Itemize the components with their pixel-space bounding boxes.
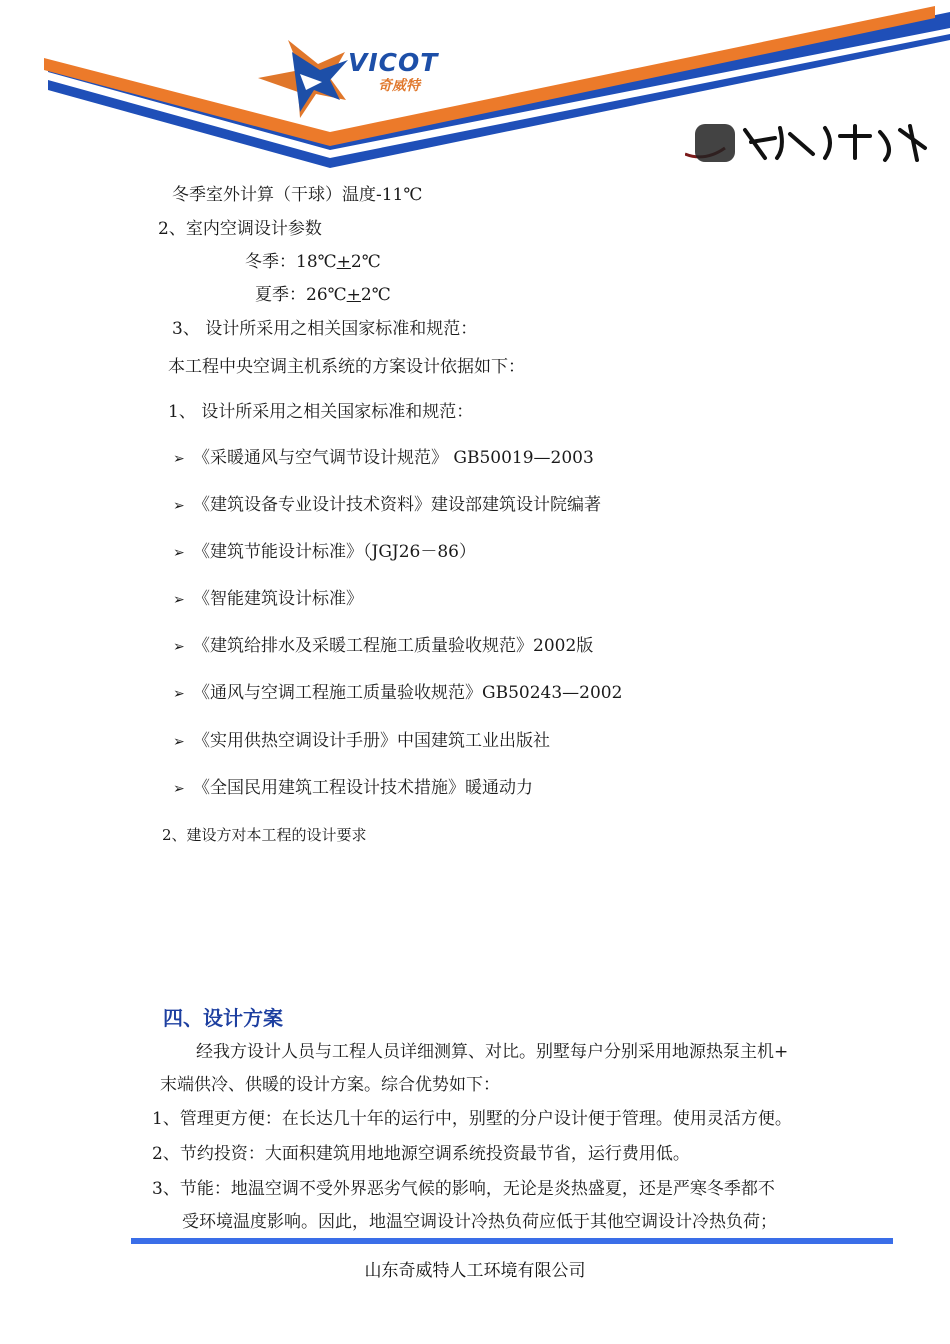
- bullet-arrow-icon: ➢: [173, 781, 185, 797]
- advantage-investment: 2、节约投资：大面积建筑用地地源空调系统投资最节省，运行费用低。: [152, 1144, 690, 1164]
- advantage-energy-line-2: 受环境温度影响。因此，地温空调设计冷热负荷应低于其他空调设计冷热负荷；: [182, 1212, 777, 1232]
- bullet-arrow-icon: ➢: [173, 498, 185, 514]
- standard-item-text: 《建筑设备专业设计技术资料》建设部建筑设计院编著: [193, 495, 601, 515]
- advantage-energy-line-1: 3、节能：地温空调不受外界恶劣气候的影响，无论是炎热盛夏，还是严寒冬季都不: [152, 1179, 775, 1199]
- standard-item: [173, 588, 363, 611]
- standards-heading-3: 3、 设计所采用之相关国家标准和规范：: [172, 319, 478, 339]
- standard-item: [173, 777, 533, 800]
- standards-heading-1: 1、 设计所采用之相关国家标准和规范：: [168, 402, 474, 422]
- standard-item-text: 《通风与空调工程施工质量验收规范》GB50243—2002: [193, 683, 623, 703]
- standard-item-text: 《智能建筑设计标准》: [193, 589, 363, 609]
- logo-subtitle: 奇威特: [378, 78, 420, 94]
- standard-item-text: 《实用供热空调设计手册》中国建筑工业出版社: [193, 731, 550, 751]
- bullet-arrow-icon: ➢: [173, 592, 185, 608]
- standard-item: [173, 635, 593, 658]
- standard-item-text: 《全国民用建筑工程设计技术措施》暖通动力: [193, 778, 533, 798]
- bullet-arrow-icon: ➢: [173, 734, 185, 750]
- bullet-arrow-icon: ➢: [173, 686, 185, 702]
- bullet-arrow-icon: ➢: [173, 451, 185, 467]
- standard-item: [173, 494, 601, 517]
- standard-item-text: 《建筑节能设计标准》（JGJ26－86）: [193, 542, 476, 562]
- bullet-arrow-icon: ➢: [173, 545, 185, 561]
- winter-outdoor-temp: 冬季室外计算（干球）温度-11℃: [172, 185, 423, 205]
- footer-rule: [131, 1238, 893, 1244]
- section-title: 四、设计方案: [163, 1006, 283, 1030]
- logo-text: VICOT: [348, 48, 439, 77]
- design-basis-line: 本工程中央空调主机系统的方案设计依据如下：: [168, 357, 525, 377]
- summer-indoor-param: 夏季：26℃+2℃: [255, 285, 391, 305]
- design-intro-line-2: 末端供冷、供暖的设计方案。综合优势如下：: [160, 1075, 500, 1095]
- logo-star-icon: [258, 40, 348, 118]
- bullet-arrow-icon: ➢: [173, 639, 185, 655]
- design-intro-line-1: 经我方设计人员与工程人员详细测算、对比。别墅每户分别采用地源热泵主机+: [196, 1042, 789, 1062]
- winter-indoor-param: 冬季：18℃+2℃: [245, 252, 381, 272]
- indoor-params-heading: 2、室内空调设计参数: [158, 219, 322, 239]
- standard-item: [173, 682, 622, 705]
- standard-item: [173, 447, 594, 470]
- standard-item-text: 《采暖通风与空气调节设计规范》 GB50019—2003: [193, 448, 594, 468]
- calligraphy-slogan-image: [685, 118, 935, 168]
- footer-company-name: 山东奇威特人工环境有限公司: [364, 1261, 586, 1281]
- standard-item: [173, 730, 550, 753]
- advantage-management: 1、管理更方便：在长达几十年的运行中，别墅的分户设计便于管理。使用灵活方便。: [152, 1109, 792, 1129]
- standard-item: [173, 541, 476, 564]
- owner-requirements-heading: 2、建设方对本工程的设计要求: [162, 826, 367, 844]
- standard-item-text: 《建筑给排水及采暖工程施工质量验收规范》2002版: [193, 636, 594, 656]
